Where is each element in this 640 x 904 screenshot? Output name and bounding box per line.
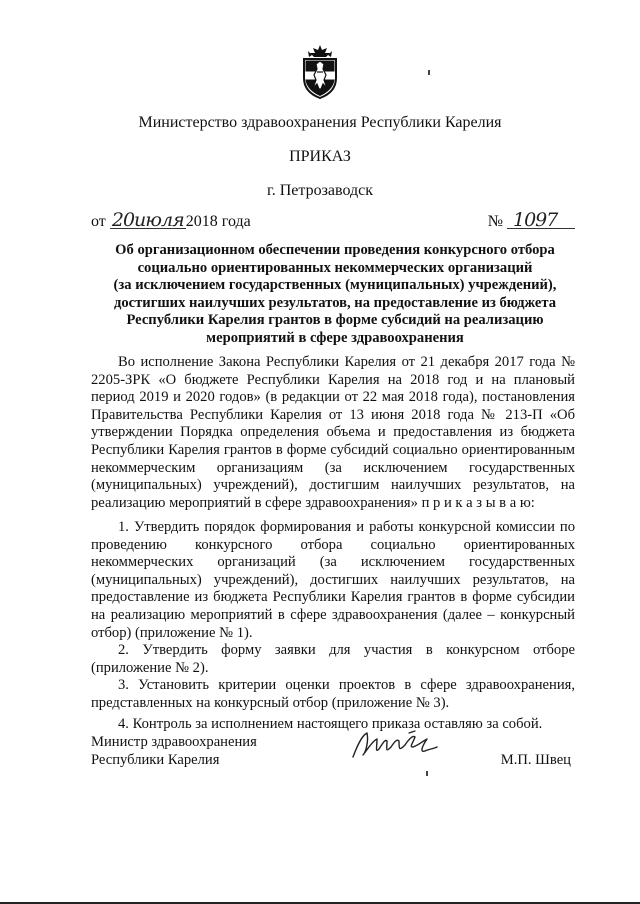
order-date [91,209,251,231]
order-item-2: 2. Утвердить форму заявки для участия в конкурсном отборе (приложение № 2). [91,642,575,676]
order-number [488,209,575,231]
order-item-4: 4. Контроль за исполнением настоящего приказа оставляю за собой. [118,715,543,732]
title-line: Об организационном обеспечении проведения конкурсного отбора [115,242,555,258]
date-year: 2018 года [185,213,251,230]
position-line: Министр здравоохранения [91,734,257,750]
karelia-coat-of-arms-icon [298,44,342,100]
preamble-paragraph [91,354,575,512]
signatory-name: М.П. Швец [500,752,571,768]
signature-block [91,733,575,783]
city-name: г. Петрозаводск [266,182,374,199]
title-line: мероприятий в сфере здравоохранения [206,329,464,346]
handwritten-date-field [110,209,186,231]
order-word: п р и к а з ы в а ю: [421,494,535,511]
preamble-text: Во исполнение Закона Республики Карелия от 21 декабря 2017 года № 2205-ЗРК «О бюджете Республики Карелия на 2018 год и на плановый период 2019 и 2020 годов» (в редакции от 22 мая 2018 года), постановления Правительства Республики Карелия от 13 июня 2018 года № 213-П «Об утверждении Порядка определения объема и предоставления из бюджета Республики Карелия грантов в форме субсидий социально ориентированным некоммерческим организациям (за исключением государственных (муниципальных) учреждений), достигшим наилучших результатов, на реализацию мероприятий в сфере здравоохранения» [91,354,575,511]
handwritten-number-field [507,209,575,231]
number-sign: № [487,213,503,230]
date-underline [110,228,186,229]
number-underline [507,228,575,229]
scan-speck [426,771,428,776]
handwritten-number: 1097 [513,209,558,231]
document-type: ПРИКАЗ [289,148,351,165]
order-item-1: 1. Утвердить порядок формирования и работы конкурсной комиссии по проведению конкурсного отбора социально ориентированных некоммерческих организаций (за исключением государственных (муниципальных) учреждений), достигших наилучших результатов, на предоставление из бюджета Республики Карелия грантов в форме субсидии на реализацию мероприятий в сфере здравоохранения (далее – конкурсный отбор) (приложение № 1). [91,519,575,641]
date-prefix: от [91,213,106,230]
handwritten-signature-icon [349,727,441,763]
dateline [91,207,575,231]
signatory-position [91,733,257,769]
position-line: Республики Карелия [91,752,220,768]
title-line: социально ориентированных некоммерческих организаций [137,259,533,276]
title-line: Республики Карелия грантов в форме субсидий на реализацию [126,312,544,329]
order-title [100,242,570,348]
scan-speck [428,70,430,75]
ministry-name: Министерство здравоохранения Республики Карелия [138,114,502,131]
order-item-3: 3. Установить критерии оценки проектов в сфере здравоохранения, представленных на конкурсный отбор (приложение № 3). [91,677,575,711]
title-line: достигших наилучших результатов, на предоставление из бюджета [113,294,556,311]
title-line: (за исключением государственных (муниципальных) учреждений), [113,277,557,294]
handwritten-date: 20июля [111,209,184,231]
order-items [91,519,575,733]
